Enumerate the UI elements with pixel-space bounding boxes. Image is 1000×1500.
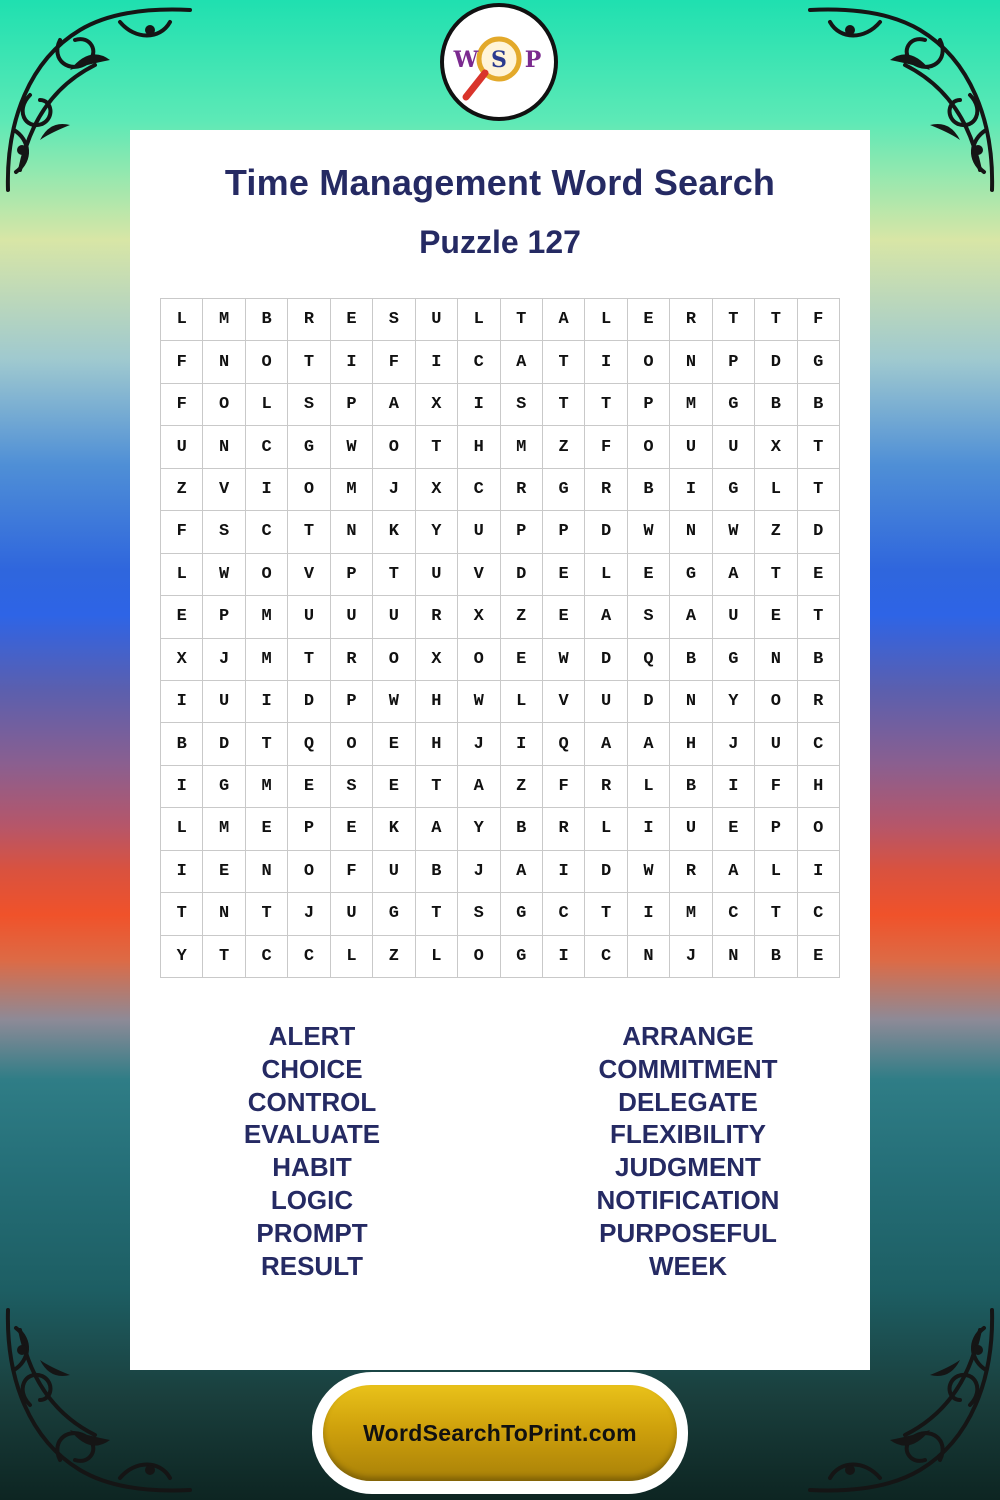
grid-cell[interactable]: M — [501, 426, 543, 468]
grid-cell[interactable]: Q — [628, 639, 670, 681]
grid-cell[interactable]: E — [713, 808, 755, 850]
grid-cell[interactable]: N — [713, 936, 755, 978]
grid-cell[interactable]: Q — [288, 723, 330, 765]
grid-cell[interactable]: G — [501, 893, 543, 935]
grid-cell[interactable]: W — [373, 681, 415, 723]
grid-cell[interactable]: I — [246, 681, 288, 723]
grid-cell[interactable]: E — [288, 766, 330, 808]
grid-cell[interactable]: T — [416, 893, 458, 935]
grid-cell[interactable]: T — [755, 554, 797, 596]
word-list-item: DELEGATE — [618, 1086, 758, 1117]
grid-cell[interactable]: N — [670, 341, 712, 383]
grid-cell[interactable]: Y — [458, 808, 500, 850]
grid-cell[interactable]: G — [713, 639, 755, 681]
grid-cell[interactable]: A — [458, 766, 500, 808]
grid-cell[interactable]: E — [628, 554, 670, 596]
grid-cell[interactable]: A — [713, 554, 755, 596]
grid-cell[interactable]: N — [670, 511, 712, 553]
grid-cell[interactable]: P — [755, 808, 797, 850]
grid-cell[interactable]: E — [373, 766, 415, 808]
grid-cell[interactable]: T — [501, 299, 543, 341]
grid-cell[interactable]: T — [416, 766, 458, 808]
grid-cell[interactable]: Z — [161, 469, 203, 511]
grid-cell[interactable]: Y — [713, 681, 755, 723]
grid-cell[interactable]: U — [416, 554, 458, 596]
grid-cell[interactable]: H — [416, 723, 458, 765]
grid-cell[interactable]: Z — [501, 596, 543, 638]
logo-letter-s: S — [491, 47, 507, 73]
grid-cell[interactable]: U — [373, 596, 415, 638]
grid-cell[interactable]: J — [203, 639, 245, 681]
grid-cell[interactable]: I — [161, 681, 203, 723]
grid-cell[interactable]: E — [246, 808, 288, 850]
grid-cell[interactable]: X — [458, 596, 500, 638]
grid-cell[interactable]: W — [203, 554, 245, 596]
page-title: Time Management Word Search — [224, 162, 776, 203]
word-list-item: FLEXIBILITY — [610, 1119, 766, 1150]
grid-cell[interactable]: B — [670, 639, 712, 681]
grid-cell[interactable]: P — [501, 511, 543, 553]
grid-cell[interactable]: J — [458, 851, 500, 893]
grid-cell[interactable]: I — [458, 384, 500, 426]
grid-cell[interactable]: C — [798, 893, 840, 935]
grid-cell[interactable]: F — [161, 341, 203, 383]
grid-cell[interactable]: R — [543, 808, 585, 850]
grid-cell[interactable]: L — [161, 299, 203, 341]
grid-cell[interactable]: O — [458, 639, 500, 681]
grid-cell[interactable]: P — [331, 681, 373, 723]
grid-cell[interactable]: A — [501, 341, 543, 383]
word-list-item: ARRANGE — [622, 1021, 754, 1051]
grid-cell[interactable]: R — [288, 299, 330, 341]
grid-cell[interactable]: T — [798, 469, 840, 511]
grid-cell[interactable]: K — [373, 808, 415, 850]
grid-cell[interactable]: T — [543, 341, 585, 383]
grid-cell[interactable]: I — [798, 851, 840, 893]
grid-cell[interactable]: J — [373, 469, 415, 511]
grid-cell[interactable]: U — [585, 681, 627, 723]
grid-cell[interactable]: U — [458, 511, 500, 553]
logo-letter-p: P — [524, 47, 542, 73]
magnifier-logo-icon — [444, 7, 554, 117]
grid-cell[interactable]: C — [246, 426, 288, 468]
grid-cell[interactable]: G — [203, 766, 245, 808]
grid-cell[interactable]: M — [670, 893, 712, 935]
grid-cell[interactable]: S — [288, 384, 330, 426]
grid-cell[interactable]: R — [331, 639, 373, 681]
grid-cell[interactable]: M — [246, 766, 288, 808]
grid-cell[interactable]: C — [458, 341, 500, 383]
grid-cell[interactable]: G — [670, 554, 712, 596]
word-list-item: PURPOSEFUL — [599, 1217, 777, 1248]
grid-cell[interactable]: R — [585, 766, 627, 808]
grid-cell[interactable]: M — [670, 384, 712, 426]
grid-cell[interactable]: T — [288, 511, 330, 553]
grid-cell[interactable]: B — [416, 851, 458, 893]
letter-grid[interactable] — [160, 298, 840, 978]
grid-cell[interactable]: C — [246, 936, 288, 978]
grid-cell[interactable]: E — [331, 808, 373, 850]
grid-cell[interactable]: I — [501, 723, 543, 765]
grid-cell[interactable]: N — [331, 511, 373, 553]
grid-cell[interactable]: U — [670, 426, 712, 468]
grid-cell[interactable]: I — [670, 469, 712, 511]
grid-cell[interactable]: W — [628, 851, 670, 893]
grid-cell[interactable]: Y — [416, 511, 458, 553]
grid-cell[interactable]: K — [373, 511, 415, 553]
grid-cell[interactable]: L — [161, 808, 203, 850]
grid-cell[interactable]: G — [713, 469, 755, 511]
word-list-item: COMMITMENT — [598, 1053, 778, 1084]
grid-cell[interactable]: G — [373, 893, 415, 935]
grid-cell[interactable]: I — [543, 851, 585, 893]
grid-cell[interactable]: O — [331, 723, 373, 765]
grid-cell[interactable]: W — [331, 426, 373, 468]
grid-cell[interactable]: H — [798, 766, 840, 808]
grid-cell[interactable]: O — [246, 554, 288, 596]
grid-cell[interactable]: E — [798, 554, 840, 596]
word-list-item: ALERT — [268, 1021, 356, 1051]
wsp-logo[interactable] — [440, 3, 558, 121]
grid-cell[interactable]: E — [203, 851, 245, 893]
grid-cell[interactable]: U — [713, 596, 755, 638]
word-list-item: PROMPT — [256, 1217, 368, 1248]
grid-cell[interactable]: B — [755, 384, 797, 426]
grid-cell[interactable]: V — [288, 554, 330, 596]
grid-cell[interactable]: F — [331, 851, 373, 893]
word-list-item: JUDGMENT — [615, 1152, 761, 1183]
grid-cell[interactable]: R — [585, 469, 627, 511]
grid-cell[interactable]: A — [713, 851, 755, 893]
grid-cell[interactable]: C — [713, 893, 755, 935]
grid-cell[interactable]: I — [161, 851, 203, 893]
site-name: WordSearchToPrint.com — [363, 1419, 637, 1446]
grid-cell[interactable]: O — [373, 426, 415, 468]
grid-cell[interactable]: S — [501, 384, 543, 426]
grid-cell[interactable]: L — [585, 554, 627, 596]
grid-cell[interactable]: U — [288, 596, 330, 638]
grid-cell[interactable]: D — [501, 554, 543, 596]
grid-cell[interactable]: N — [203, 341, 245, 383]
grid-cell[interactable]: T — [798, 426, 840, 468]
grid-cell[interactable]: F — [543, 766, 585, 808]
grid-cell[interactable]: T — [755, 893, 797, 935]
grid-cell[interactable]: E — [798, 936, 840, 978]
grid-cell[interactable]: S — [331, 766, 373, 808]
grid-cell[interactable]: D — [585, 851, 627, 893]
grid-cell[interactable]: P — [331, 554, 373, 596]
grid-cell[interactable]: M — [203, 808, 245, 850]
grid-cell[interactable]: O — [755, 681, 797, 723]
grid-cell[interactable]: M — [331, 469, 373, 511]
grid-cell[interactable]: J — [288, 893, 330, 935]
grid-cell[interactable]: L — [161, 554, 203, 596]
grid-cell[interactable]: T — [543, 384, 585, 426]
grid-cell[interactable]: V — [543, 681, 585, 723]
grid-cell[interactable]: F — [161, 511, 203, 553]
grid-cell[interactable]: L — [416, 936, 458, 978]
grid-cell[interactable]: N — [246, 851, 288, 893]
grid-cell[interactable]: R — [416, 596, 458, 638]
grid-cell[interactable]: U — [373, 851, 415, 893]
grid-cell[interactable]: T — [203, 936, 245, 978]
grid-cell[interactable]: P — [331, 384, 373, 426]
grid-cell[interactable]: T — [373, 554, 415, 596]
grid-cell[interactable]: C — [585, 936, 627, 978]
grid-cell[interactable]: Z — [373, 936, 415, 978]
grid-cell[interactable]: Q — [543, 723, 585, 765]
grid-cell[interactable]: A — [628, 723, 670, 765]
grid-cell[interactable]: B — [755, 936, 797, 978]
grid-cell[interactable]: C — [543, 893, 585, 935]
grid-cell[interactable]: E — [501, 639, 543, 681]
grid-cell[interactable]: U — [670, 808, 712, 850]
grid-cell[interactable]: L — [331, 936, 373, 978]
grid-cell[interactable]: T — [585, 893, 627, 935]
grid-cell[interactable]: H — [416, 681, 458, 723]
grid-cell[interactable]: I — [628, 893, 670, 935]
grid-cell[interactable]: D — [755, 341, 797, 383]
grid-cell[interactable]: A — [373, 384, 415, 426]
logo-letter-w: W — [453, 47, 479, 73]
grid-cell[interactable]: S — [373, 299, 415, 341]
grid-cell[interactable]: O — [246, 341, 288, 383]
grid-cell[interactable]: X — [416, 384, 458, 426]
grid-cell[interactable]: E — [628, 299, 670, 341]
grid-cell[interactable]: T — [755, 299, 797, 341]
grid-cell[interactable]: I — [713, 766, 755, 808]
grid-cell[interactable]: Z — [543, 426, 585, 468]
grid-cell[interactable]: A — [670, 596, 712, 638]
grid-cell[interactable]: L — [458, 299, 500, 341]
grid-cell[interactable]: F — [755, 766, 797, 808]
grid-cell[interactable]: N — [670, 681, 712, 723]
grid-cell[interactable]: T — [161, 893, 203, 935]
grid-cell[interactable]: J — [670, 936, 712, 978]
grid-cell[interactable]: O — [288, 469, 330, 511]
grid-cell[interactable]: G — [713, 384, 755, 426]
grid-cell[interactable]: B — [501, 808, 543, 850]
grid-cell[interactable]: E — [161, 596, 203, 638]
grid-cell[interactable]: B — [246, 299, 288, 341]
word-list-item: HABIT — [272, 1152, 352, 1183]
grid-cell[interactable]: X — [755, 426, 797, 468]
grid-cell[interactable]: O — [628, 426, 670, 468]
grid-cell[interactable]: G — [501, 936, 543, 978]
grid-cell[interactable]: W — [543, 639, 585, 681]
grid-cell[interactable]: I — [543, 936, 585, 978]
grid-cell[interactable]: L — [755, 469, 797, 511]
grid-cell[interactable]: H — [458, 426, 500, 468]
grid-cell[interactable]: I — [161, 766, 203, 808]
grid-cell[interactable]: C — [798, 723, 840, 765]
grid-cell[interactable]: N — [755, 639, 797, 681]
word-list-item: CHOICE — [261, 1053, 363, 1084]
grid-cell[interactable]: V — [458, 554, 500, 596]
grid-cell[interactable]: M — [246, 596, 288, 638]
grid-cell[interactable]: G — [543, 469, 585, 511]
grid-cell[interactable]: P — [713, 341, 755, 383]
grid-cell[interactable]: A — [501, 851, 543, 893]
grid-cell[interactable]: H — [670, 723, 712, 765]
word-list-item: CONTROL — [247, 1086, 377, 1117]
grid-cell[interactable]: T — [713, 299, 755, 341]
grid-cell[interactable]: A — [416, 808, 458, 850]
grid-cell[interactable]: R — [501, 469, 543, 511]
grid-cell[interactable]: C — [288, 936, 330, 978]
grid-cell[interactable]: R — [670, 299, 712, 341]
grid-cell[interactable]: L — [628, 766, 670, 808]
grid-cell[interactable]: E — [543, 554, 585, 596]
grid-cell[interactable]: T — [798, 596, 840, 638]
word-list-item: RESULT — [260, 1250, 364, 1281]
grid-cell[interactable]: X — [416, 469, 458, 511]
grid-cell[interactable]: N — [203, 426, 245, 468]
puzzle-number: Puzzle 127 — [419, 224, 581, 260]
grid-cell[interactable]: C — [246, 511, 288, 553]
grid-cell[interactable]: I — [628, 808, 670, 850]
grid-cell[interactable]: V — [203, 469, 245, 511]
grid-cell[interactable]: F — [585, 426, 627, 468]
grid-cell[interactable]: G — [288, 426, 330, 468]
grid-cell[interactable]: D — [628, 681, 670, 723]
grid-cell[interactable]: L — [501, 681, 543, 723]
grid-cell[interactable]: I — [416, 341, 458, 383]
grid-cell[interactable]: O — [798, 808, 840, 850]
grid-cell[interactable]: R — [670, 851, 712, 893]
grid-cell[interactable]: L — [755, 851, 797, 893]
grid-cell[interactable]: R — [798, 681, 840, 723]
grid-cell[interactable]: S — [458, 893, 500, 935]
word-list-item: WEEK — [649, 1250, 727, 1281]
grid-cell[interactable]: N — [203, 893, 245, 935]
grid-cell[interactable]: S — [628, 596, 670, 638]
grid-cell[interactable]: Z — [501, 766, 543, 808]
grid-cell[interactable]: L — [585, 299, 627, 341]
grid-cell[interactable]: D — [585, 511, 627, 553]
grid-cell[interactable]: B — [161, 723, 203, 765]
grid-cell[interactable]: O — [203, 384, 245, 426]
grid-cell[interactable]: O — [373, 639, 415, 681]
grid-cell[interactable]: C — [458, 469, 500, 511]
grid-cell[interactable]: P — [543, 511, 585, 553]
word-list-left — [162, 1020, 462, 1282]
grid-cell[interactable]: G — [798, 341, 840, 383]
grid-cell[interactable]: U — [755, 723, 797, 765]
grid-cell[interactable]: E — [755, 596, 797, 638]
grid-cell[interactable]: D — [203, 723, 245, 765]
grid-cell[interactable]: F — [373, 341, 415, 383]
grid-cell[interactable]: I — [331, 341, 373, 383]
grid-cell[interactable]: T — [246, 723, 288, 765]
grid-cell[interactable]: U — [331, 596, 373, 638]
word-list-item: LOGIC — [270, 1184, 354, 1215]
grid-cell[interactable]: A — [543, 299, 585, 341]
grid-cell[interactable]: P — [203, 596, 245, 638]
grid-cell[interactable]: I — [585, 341, 627, 383]
grid-cell[interactable]: U — [331, 893, 373, 935]
grid-cell[interactable]: Z — [755, 511, 797, 553]
grid-cell[interactable]: A — [585, 596, 627, 638]
grid-cell[interactable]: T — [288, 639, 330, 681]
grid-cell[interactable]: U — [203, 681, 245, 723]
grid-cell[interactable]: M — [203, 299, 245, 341]
grid-cell[interactable]: U — [416, 299, 458, 341]
grid-cell[interactable]: W — [458, 681, 500, 723]
grid-cell[interactable]: I — [246, 469, 288, 511]
grid-cell[interactable]: U — [713, 426, 755, 468]
grid-cell[interactable]: O — [458, 936, 500, 978]
grid-cell[interactable]: P — [628, 384, 670, 426]
grid-cell[interactable]: P — [288, 808, 330, 850]
grid-cell[interactable]: E — [543, 596, 585, 638]
grid-cell[interactable]: E — [373, 723, 415, 765]
grid-cell[interactable]: T — [246, 893, 288, 935]
grid-cell[interactable]: O — [628, 341, 670, 383]
grid-cell[interactable]: B — [670, 766, 712, 808]
grid-cell[interactable]: B — [798, 639, 840, 681]
grid-cell[interactable]: J — [458, 723, 500, 765]
grid-cell[interactable]: F — [798, 299, 840, 341]
grid-cell[interactable]: T — [288, 341, 330, 383]
grid-cell[interactable]: B — [628, 469, 670, 511]
grid-cell[interactable]: N — [628, 936, 670, 978]
grid-cell[interactable]: O — [288, 851, 330, 893]
grid-cell[interactable]: X — [416, 639, 458, 681]
word-list-item: NOTIFICATION — [596, 1184, 780, 1215]
grid-cell[interactable]: D — [288, 681, 330, 723]
grid-cell[interactable]: J — [713, 723, 755, 765]
grid-cell[interactable]: U — [161, 426, 203, 468]
grid-cell[interactable]: E — [331, 299, 373, 341]
grid-cell[interactable]: B — [798, 384, 840, 426]
grid-cell[interactable]: M — [246, 639, 288, 681]
grid-cell[interactable]: A — [585, 723, 627, 765]
grid-cell[interactable]: L — [585, 808, 627, 850]
grid-cell[interactable]: F — [161, 384, 203, 426]
grid-cell[interactable]: D — [585, 639, 627, 681]
grid-cell[interactable]: L — [246, 384, 288, 426]
site-banner-button[interactable] — [323, 1385, 677, 1481]
grid-cell[interactable]: W — [713, 511, 755, 553]
grid-cell[interactable]: D — [798, 511, 840, 553]
grid-cell[interactable]: Y — [161, 936, 203, 978]
grid-cell[interactable]: T — [416, 426, 458, 468]
word-list-item: EVALUATE — [243, 1119, 381, 1150]
grid-cell[interactable]: T — [585, 384, 627, 426]
grid-cell[interactable]: S — [203, 511, 245, 553]
grid-cell[interactable]: W — [628, 511, 670, 553]
word-list-right — [538, 1020, 838, 1282]
grid-cell[interactable]: X — [161, 639, 203, 681]
